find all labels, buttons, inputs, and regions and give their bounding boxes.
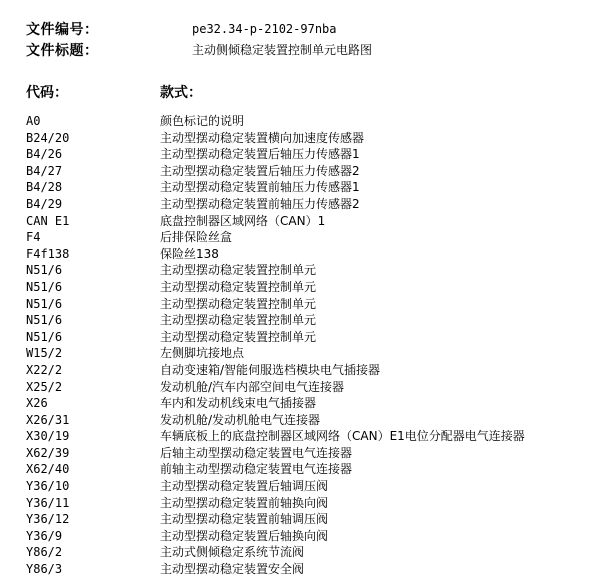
component-code: X62/40 bbox=[26, 462, 70, 477]
component-description: 车辆底板上的底盘控制器区域网络（CAN）E1电位分配器电气连接器 bbox=[160, 429, 525, 444]
component-description: 车内和发动机线束电气插接器 bbox=[160, 396, 317, 411]
table-row bbox=[26, 179, 596, 196]
table-row bbox=[26, 262, 596, 279]
component-description: 颜色标记的说明 bbox=[160, 114, 245, 128]
component-description: 主动型摆动稳定装置后轴换向阀 bbox=[160, 528, 329, 543]
component-code: Y36/9 bbox=[26, 528, 63, 543]
component-code: X62/39 bbox=[26, 445, 70, 460]
table-row bbox=[26, 478, 596, 495]
table-row bbox=[26, 379, 596, 396]
component-code: F4f138 bbox=[26, 246, 70, 261]
component-description: 主动型摆动稳定装置控制单元 bbox=[160, 263, 317, 278]
table-row bbox=[26, 511, 596, 528]
component-code: Y36/10 bbox=[26, 479, 70, 494]
component-code: X22/2 bbox=[26, 362, 63, 377]
component-code: N51/6 bbox=[26, 263, 63, 278]
component-code: N51/6 bbox=[26, 296, 63, 311]
table-row bbox=[26, 561, 596, 578]
component-code: B4/29 bbox=[26, 196, 63, 211]
doc-title-label: 文件标题： bbox=[26, 42, 99, 59]
component-code: B24/20 bbox=[26, 130, 70, 145]
table-row bbox=[26, 362, 596, 379]
component-code: Y86/2 bbox=[26, 545, 63, 560]
doc-number-row bbox=[26, 18, 586, 39]
component-description: 左侧脚坑接地点 bbox=[160, 346, 245, 361]
table-row bbox=[26, 113, 596, 130]
table-row bbox=[26, 246, 596, 263]
table-row bbox=[26, 395, 596, 412]
document-header bbox=[26, 18, 586, 60]
component-description: 主动型摆动稳定装置控制单元 bbox=[160, 313, 317, 328]
component-code: A0 bbox=[26, 114, 41, 128]
component-code: Y86/3 bbox=[26, 562, 63, 577]
table-row bbox=[26, 329, 596, 346]
component-description: 主动型摆动稳定装置控制单元 bbox=[160, 329, 317, 344]
table-header bbox=[26, 82, 586, 102]
doc-number-label: 文件编号： bbox=[26, 21, 99, 38]
component-code: B4/27 bbox=[26, 163, 63, 178]
component-code: F4 bbox=[26, 230, 41, 245]
table-row bbox=[26, 445, 596, 462]
component-description: 主动式侧倾稳定系统节流阀 bbox=[160, 545, 305, 560]
table-row bbox=[26, 196, 596, 213]
component-code: W15/2 bbox=[26, 346, 63, 361]
component-description: 发动机舱/发动机舱电气连接器 bbox=[160, 412, 321, 427]
component-description: 主动型摆动稳定装置后轴压力传感器2 bbox=[160, 163, 360, 178]
component-list bbox=[26, 113, 596, 578]
table-row bbox=[26, 345, 596, 362]
table-row bbox=[26, 544, 596, 561]
component-code: N51/6 bbox=[26, 279, 63, 294]
doc-title-row bbox=[26, 39, 586, 60]
component-description: 底盘控制器区域网络（CAN）1 bbox=[160, 213, 326, 228]
component-description: 主动型摆动稳定装置控制单元 bbox=[160, 296, 317, 311]
component-code: X25/2 bbox=[26, 379, 63, 394]
component-code: X26 bbox=[26, 396, 48, 411]
table-row bbox=[26, 146, 596, 163]
component-description: 主动型摆动稳定装置前轴压力传感器1 bbox=[160, 180, 360, 195]
component-description: 后排保险丝盒 bbox=[160, 230, 233, 245]
code-column-header: 代码： bbox=[26, 85, 68, 101]
table-row bbox=[26, 130, 596, 147]
table-row bbox=[26, 163, 596, 180]
table-row bbox=[26, 213, 596, 230]
component-description: 自动变速箱/智能伺服选档模块电气插接器 bbox=[160, 362, 381, 377]
component-description: 主动型摆动稳定装置控制单元 bbox=[160, 279, 317, 294]
component-description: 主动型摆动稳定装置后轴调压阀 bbox=[160, 479, 329, 494]
component-description: 主动型摆动稳定装置前轴调压阀 bbox=[160, 512, 329, 527]
component-code: X30/19 bbox=[26, 429, 70, 444]
table-row bbox=[26, 428, 596, 445]
component-code: CAN E1 bbox=[26, 213, 70, 228]
component-description: 发动机舱/汽车内部空间电气连接器 bbox=[160, 379, 345, 394]
component-description: 主动型摆动稳定装置前轴压力传感器2 bbox=[160, 196, 360, 211]
component-description: 主动型摆动稳定装置前轴换向阀 bbox=[160, 495, 329, 510]
component-code: N51/6 bbox=[26, 313, 63, 328]
component-description: 主动型摆动稳定装置后轴压力传感器1 bbox=[160, 147, 360, 162]
component-code: Y36/11 bbox=[26, 495, 70, 510]
component-code: X26/31 bbox=[26, 412, 70, 427]
component-code: B4/26 bbox=[26, 147, 63, 162]
doc-number-value: pe32.34-p-2102-97nba bbox=[192, 21, 337, 36]
table-row bbox=[26, 279, 596, 296]
table-row bbox=[26, 528, 596, 545]
table-row bbox=[26, 229, 596, 246]
table-row bbox=[26, 296, 596, 313]
desc-column-header: 款式： bbox=[160, 85, 202, 101]
component-description: 保险丝138 bbox=[160, 246, 219, 261]
table-row bbox=[26, 495, 596, 512]
table-row bbox=[26, 312, 596, 329]
component-code: N51/6 bbox=[26, 329, 63, 344]
component-description: 后轴主动型摆动稳定装置电气连接器 bbox=[160, 445, 353, 460]
component-description: 前轴主动型摆动稳定装置电气连接器 bbox=[160, 462, 353, 477]
component-code: Y36/12 bbox=[26, 512, 70, 527]
doc-title-value: 主动侧倾稳定装置控制单元电路图 bbox=[192, 43, 373, 57]
component-description: 主动型摆动稳定装置横向加速度传感器 bbox=[160, 130, 365, 145]
table-row bbox=[26, 461, 596, 478]
component-description: 主动型摆动稳定装置安全阀 bbox=[160, 562, 305, 577]
table-row bbox=[26, 412, 596, 429]
component-code: B4/28 bbox=[26, 180, 63, 195]
